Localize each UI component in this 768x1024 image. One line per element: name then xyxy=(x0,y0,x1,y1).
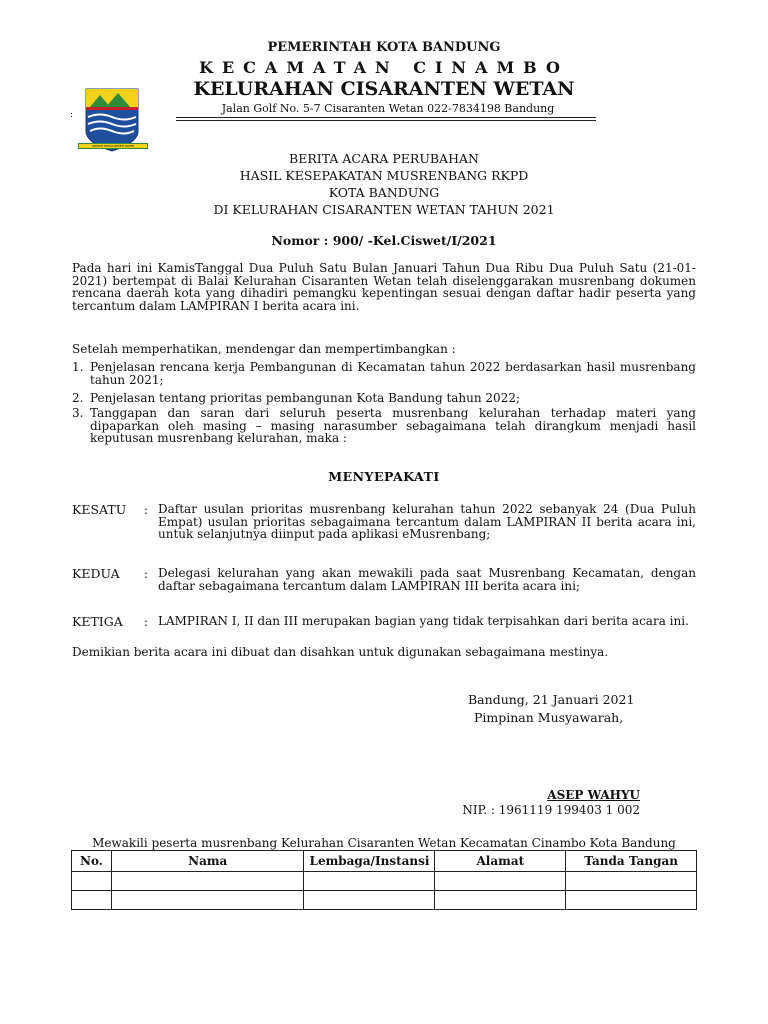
title-line: DI KELURAHAN CISARANTEN WETAN TAHUN 2021 xyxy=(213,202,555,217)
header-district: KECAMATAN CINAMBO xyxy=(199,58,569,77)
title-line: KOTA BANDUNG xyxy=(328,185,440,200)
column-header-alamat: Alamat xyxy=(435,851,566,872)
decision-text-kesatu: Daftar usulan prioritas musrenbang kelurahan tahun 2022 sebanyak 24 (Dua Puluh Empat) usulan prioritas sebagaimana tercantum dalam LAMPIRAN II berita acara ini, untuk selanjutnya diinput pada aplikasi eMusrenbang; xyxy=(158,502,696,541)
table-cell xyxy=(566,891,697,910)
table-cell xyxy=(72,872,112,891)
table-row xyxy=(72,891,697,910)
signer-name: ASEP WAHYU xyxy=(547,788,640,802)
title-line: BERITA ACARA PERUBAHAN xyxy=(289,151,479,166)
opening-paragraph: Pada hari ini KamisTanggal Dua Puluh Satu Bulan Januari Tahun Dua Ribu Dua Puluh Satu (21-01-2021) bertempat di Balai Kelurahan Cisaranten Wetan telah diselenggarakan musrenbang dokumen rencana daerah kota yang dihadiri pemangku kepentingan sesuai dengan daftar hadir peserta yang tercantum dalam LAMPIRAN I berita acara ini. xyxy=(72,261,696,313)
stray-mark: : xyxy=(70,110,74,120)
consideration-number: 2. xyxy=(72,391,84,405)
table-cell xyxy=(304,891,435,910)
city-emblem-logo xyxy=(82,87,142,153)
column-header-tanda-tangan: Tanda Tangan xyxy=(566,851,697,872)
table-cell xyxy=(435,891,566,910)
consideration-item xyxy=(72,392,696,405)
consideration-number: 3. xyxy=(72,406,84,420)
consideration-text: Tanggapan dan saran dari seluruh peserta musrenbang kelurahan terhadap materi yang dipaparkan oleh masing – masing narasumber sebagaimana telah dirangkum menjadi hasil keputusan musrenbang kelurahan, maka : xyxy=(90,406,696,445)
column-header-lembaga: Lembaga/Instansi xyxy=(304,851,435,872)
decision-text-ketiga: LAMPIRAN I, II dan III merupakan bagian yang tidak terpisahkan dari berita acara ini. xyxy=(158,614,689,628)
table-caption: Mewakili peserta musrenbang Kelurahan Cisaranten Wetan Kecamatan Cinambo Kota Bandung xyxy=(92,836,676,850)
title-line: HASIL KESEPAKATAN MUSRENBANG RKPD xyxy=(239,168,529,183)
logo-motto: GEMAH RIPAH REPEH RAPIH xyxy=(78,143,148,149)
signature-place-date: Bandung, 21 Januari 2021 xyxy=(468,692,635,707)
document-title xyxy=(150,150,618,218)
decision-text-kedua: Delegasi kelurahan yang akan mewakili pada saat Musrenbang Kecamatan, dengan daftar sebagaimana tercantum dalam LAMPIRAN III berita acara ini; xyxy=(158,566,696,593)
decision-label-kesatu: KESATU xyxy=(72,502,127,517)
header-government: PEMERINTAH KOTA BANDUNG xyxy=(267,40,501,55)
table-cell xyxy=(111,891,304,910)
attendance-table xyxy=(71,850,697,910)
header-address: Jalan Golf No. 5-7 Cisaranten Wetan 022-7834198 Bandung xyxy=(221,102,555,115)
table-cell xyxy=(72,891,112,910)
decision-colon: : xyxy=(144,567,149,581)
column-header-no: No. xyxy=(72,851,112,872)
considerations-intro: Setelah memperhatikan, mendengar dan mempertimbangkan : xyxy=(72,342,456,356)
table-cell xyxy=(566,872,697,891)
document-number: Nomor : 900/ -Kel.Ciswet/I/2021 xyxy=(271,233,497,248)
consideration-item xyxy=(72,361,696,386)
header-village: KELURAHAN CISARANTEN WETAN xyxy=(193,78,575,100)
agreement-heading: MENYEPAKATI xyxy=(328,469,440,484)
table-cell xyxy=(304,872,435,891)
table-header-row xyxy=(72,851,697,872)
decision-colon: : xyxy=(144,503,149,517)
decision-label-kedua: KEDUA xyxy=(72,566,120,581)
table-cell xyxy=(111,872,304,891)
column-header-nama: Nama xyxy=(111,851,304,872)
consideration-number: 1. xyxy=(72,360,84,374)
table-row xyxy=(72,872,697,891)
closing-statement: Demikian berita acara ini dibuat dan disahkan untuk digunakan sebagaimana mestinya. xyxy=(72,645,609,659)
signer-nip: NIP. : 1961119 199403 1 002 xyxy=(462,803,640,817)
header-divider-bottom xyxy=(176,120,596,121)
decision-colon: : xyxy=(144,615,149,629)
header-divider-top xyxy=(176,117,596,118)
table-cell xyxy=(435,872,566,891)
decision-label-ketiga: KETIGA xyxy=(72,614,123,629)
consideration-item xyxy=(72,407,696,445)
consideration-text: Penjelasan rencana kerja Pembangunan di Kecamatan tahun 2022 berdasarkan hasil musrenbang tahun 2021; xyxy=(90,360,696,387)
consideration-text: Penjelasan tentang prioritas pembangunan Kota Bandung tahun 2022; xyxy=(90,391,521,405)
signature-role: Pimpinan Musyawarah, xyxy=(474,710,624,725)
